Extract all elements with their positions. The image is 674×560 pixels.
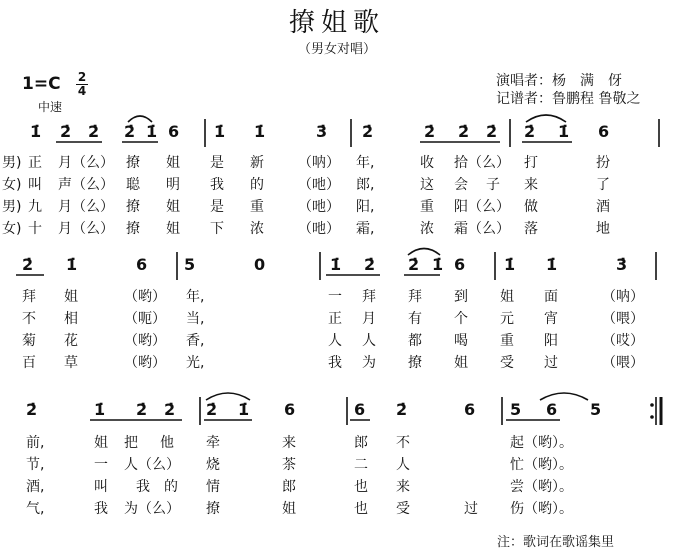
lyric: 拜 [408, 289, 422, 305]
lyric: 为（么） [124, 501, 180, 517]
lyric: 不 [22, 311, 36, 327]
lyric: 也 [354, 501, 368, 517]
lyric: 过 [464, 501, 478, 517]
lyric: 姐 [282, 501, 296, 517]
note: 1̇ [558, 122, 570, 141]
lyric: 姐 [454, 355, 468, 371]
note: 6 [284, 400, 296, 419]
note: 2̇ [88, 122, 100, 141]
lyric: 一 [328, 289, 342, 305]
lyric: （呃） [124, 311, 166, 327]
lyric: 有 [408, 311, 422, 327]
note: 6 [454, 255, 466, 274]
note: 6 [464, 400, 476, 419]
lyric: 到 [454, 289, 468, 305]
lyric: 郎 [282, 479, 296, 495]
singer-credit [496, 70, 622, 90]
lyric: 新 [250, 155, 264, 171]
lyric: 打 [524, 155, 538, 171]
lyric: （吔） [298, 221, 340, 237]
note: 6 [136, 255, 148, 274]
lyric: 人（么） [124, 457, 180, 473]
singer-name: 杨 满 伢 [552, 73, 622, 89]
lyric: 霜（么） [454, 221, 510, 237]
lyric: 撩 [126, 155, 140, 171]
lyric: （哟） [124, 355, 166, 371]
song-subtitle: （男女对唱） [297, 42, 376, 57]
lyric: 叫 [28, 177, 42, 193]
note: 1̇ [330, 255, 342, 274]
lyric: 来 [282, 435, 296, 451]
lyric: 光, [186, 355, 205, 371]
note: 1̇ [504, 255, 516, 274]
lyric: 郎, [356, 177, 375, 193]
lyric: 酒, [26, 479, 45, 495]
lyric: 撩 [408, 355, 422, 371]
lyric: 一 [94, 457, 108, 473]
recorder-name: 鲁鹏程 鲁敬之 [552, 91, 641, 107]
lyric: 相 [64, 311, 78, 327]
lyric: 叫 [94, 479, 108, 495]
lyric: 他 [160, 435, 174, 451]
lyric: （呐） [602, 289, 644, 305]
lyric: 月（么） [58, 199, 114, 215]
note: 2̇ [26, 400, 38, 419]
lyric: （哟） [124, 333, 166, 349]
lyric: 这 [420, 177, 434, 193]
lyric: 明 [166, 177, 180, 193]
lyric: 把 [124, 435, 138, 451]
lyric: 撩 [126, 221, 140, 237]
lyric: 撩 [126, 199, 140, 215]
lyric: （呐） [298, 155, 340, 171]
lyric: 地 [596, 221, 610, 237]
note: 6 [354, 400, 366, 419]
lyric: 我 [328, 355, 342, 371]
lyric: 女) [2, 177, 22, 193]
lyric: 声（么） [58, 177, 114, 193]
lyric: 来 [524, 177, 538, 193]
lyric: 姐 [166, 221, 180, 237]
note: 2̇ [424, 122, 436, 141]
lyric: 都 [408, 333, 422, 349]
note: 1̇ [214, 122, 226, 141]
note: 3̇ [316, 122, 328, 141]
lyric: 姐 [64, 289, 78, 305]
lyric: 气, [26, 501, 45, 517]
lyric: 花 [64, 333, 78, 349]
singer-label: 演唱者： [496, 73, 552, 89]
lyric: 前, [26, 435, 45, 451]
note: 1̇ [30, 122, 42, 141]
lyric: 九 [28, 199, 42, 215]
note: 1̇ [146, 122, 158, 141]
lyric: 个 [454, 311, 468, 327]
lyric: 聪 [126, 177, 140, 193]
lyric: 受 [500, 355, 514, 371]
song-title: 撩姐歌 [288, 8, 385, 38]
lyric: 月 [362, 311, 376, 327]
lyric: 的 [250, 177, 264, 193]
lyric: （哟） [124, 289, 166, 305]
lyric: 男) [2, 155, 22, 171]
lyric: 牵 [206, 435, 220, 451]
note: 1̇ [94, 400, 106, 419]
lyric: 人 [328, 333, 342, 349]
footnote: 注：歌词在歌谣集里 [496, 535, 614, 550]
lyric: 月（么） [58, 155, 114, 171]
lyric: 了 [596, 177, 610, 193]
time-signature-bottom: 4 [77, 84, 87, 98]
lyric: 霜, [356, 221, 375, 237]
lyric: 会 [454, 177, 468, 193]
lyric: 拜 [22, 289, 36, 305]
note: 6 [598, 122, 610, 141]
lyric: 正 [328, 311, 342, 327]
lyric: 起（哟）。 [510, 435, 573, 451]
lyric: 为 [362, 355, 376, 371]
lyric: 来 [396, 479, 410, 495]
lyric: （喂） [602, 355, 644, 371]
lyric: 年, [186, 289, 205, 305]
lyric: 人 [362, 333, 376, 349]
lyric: 女) [2, 221, 22, 237]
note: 1̇ [254, 122, 266, 141]
note: 2̇ [408, 255, 420, 274]
lyric: 姐 [166, 199, 180, 215]
lyric: 喝 [454, 333, 468, 349]
lyric: 阳, [356, 199, 375, 215]
lyric: 姐 [166, 155, 180, 171]
lyric: 人 [396, 457, 410, 473]
time-signature [76, 72, 88, 97]
lyric: 十 [28, 221, 42, 237]
lyric: 重 [250, 199, 264, 215]
lyric: 情 [206, 479, 220, 495]
lyric: 是 [210, 155, 224, 171]
lyric: 浓 [420, 221, 434, 237]
lyric: 不 [396, 435, 410, 451]
lyric: 收 [420, 155, 434, 171]
lyric: 茶 [282, 457, 296, 473]
lyric: 受 [396, 501, 410, 517]
lyric: 元 [500, 311, 514, 327]
note: 0 [254, 255, 266, 274]
note: 5 [184, 255, 196, 274]
lyric: 落 [524, 221, 538, 237]
lyric: 宵 [544, 311, 558, 327]
note: 2̇ [486, 122, 498, 141]
note: 2̇ [206, 400, 218, 419]
lyric: 面 [544, 289, 558, 305]
lyric: 菊 [22, 333, 36, 349]
lyric: 酒 [596, 199, 610, 215]
lyric: （吔） [298, 199, 340, 215]
lyric: 月（么） [58, 221, 114, 237]
lyric: 我 [210, 177, 224, 193]
lyric: （喂） [602, 311, 644, 327]
lyric: 郎 [354, 435, 368, 451]
lyric: 二 [354, 457, 368, 473]
note: 1̇ [546, 255, 558, 274]
lyric: （哎） [602, 333, 644, 349]
lyric: 忙（哟）。 [510, 457, 573, 473]
lyric: 阳 [544, 333, 558, 349]
note: 2̇ [124, 122, 136, 141]
note: 2̇ [524, 122, 536, 141]
lyric: 姐 [94, 435, 108, 451]
lyric: 烧 [206, 457, 220, 473]
note: 5 [590, 400, 602, 419]
lyric: 男) [2, 199, 22, 215]
lyric: 姐 [500, 289, 514, 305]
note: 6 [546, 400, 558, 419]
lyric: 重 [420, 199, 434, 215]
lyric: 尝（哟）。 [510, 479, 573, 495]
recorder-credit [496, 88, 640, 108]
lyric: 我 [136, 479, 150, 495]
lyric: 草 [64, 355, 78, 371]
lyric: （吔） [298, 177, 340, 193]
note: 2̇ [164, 400, 176, 419]
note: 2̇ [458, 122, 470, 141]
note: 2̇ [396, 400, 408, 419]
lyric: 过 [544, 355, 558, 371]
note: 2̇ [60, 122, 72, 141]
note: 6 [168, 122, 180, 141]
lyric: 正 [28, 155, 42, 171]
lyric: 撩 [206, 501, 220, 517]
lyric: 伤（哟）。 [510, 501, 573, 517]
lyric: 做 [524, 199, 538, 215]
key-signature: 1=C [22, 74, 61, 94]
note: 2̇ [22, 255, 34, 274]
lyric: 也 [354, 479, 368, 495]
note: 1̇ [432, 255, 444, 274]
note: 1̇ [66, 255, 78, 274]
note: 2̇ [136, 400, 148, 419]
lyric: 拾（么） [454, 155, 510, 171]
recorder-label: 记谱者： [496, 91, 552, 107]
lyric: 拜 [362, 289, 376, 305]
lyric: 下 [210, 221, 224, 237]
lyric: 我 [94, 501, 108, 517]
note: 1̇ [238, 400, 250, 419]
lyric: 扮 [596, 155, 610, 171]
time-signature-top: 2 [77, 70, 87, 84]
lyric: 当, [186, 311, 205, 327]
tempo-marking: 中速 [38, 100, 63, 114]
note: 3̇ [616, 255, 628, 274]
note: 2̇ [362, 122, 374, 141]
lyric: 年, [356, 155, 375, 171]
lyric: 百 [22, 355, 36, 371]
note: 5 [510, 400, 522, 419]
lyric: 重 [500, 333, 514, 349]
lyric: 浓 [250, 221, 264, 237]
lyric: 是 [210, 199, 224, 215]
lyric: 的 [164, 479, 178, 495]
lyric: 阳（么） [454, 199, 510, 215]
lyric: 香, [186, 333, 205, 349]
note: 2̇ [364, 255, 376, 274]
lyric: 子 [486, 177, 500, 193]
lyric: 节, [26, 457, 45, 473]
